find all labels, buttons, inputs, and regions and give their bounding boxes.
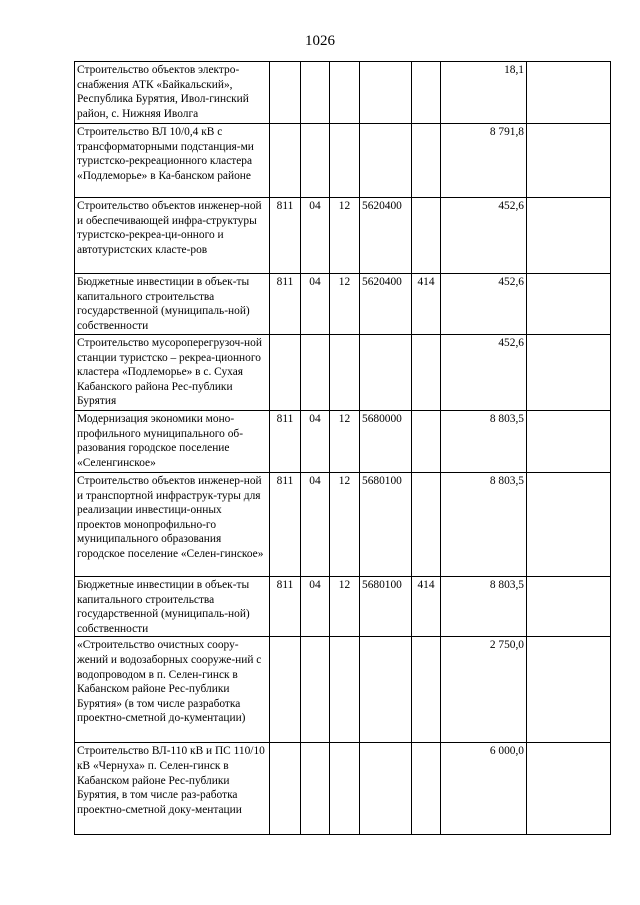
row-csr: [360, 743, 412, 835]
row-pr: [330, 335, 360, 411]
table-row: [75, 743, 611, 835]
row-extra: [527, 62, 611, 124]
row-vr: 414: [412, 577, 441, 637]
row-ved: 811: [270, 411, 301, 473]
row-name: Бюджетные инвестиции в объек-ты капитального строительства государственной (муниципаль-ной) собственности: [75, 274, 270, 335]
row-csr: [360, 124, 412, 198]
table-row: [75, 411, 611, 473]
row-ved: 811: [270, 198, 301, 274]
row-csr: [360, 335, 412, 411]
table-row: [75, 124, 611, 198]
row-csr: 5620400: [360, 198, 412, 274]
table-row: [75, 274, 611, 335]
row-extra: [527, 743, 611, 835]
row-name: Строительство объектов инженер-ной и транспортной инфраструк-туры для реализации инвестици-онных проектов монопрофильно-го муниципального образования городское поселение «Селен-гинское»: [75, 473, 270, 577]
row-sum: 452,6: [441, 274, 527, 335]
budget-table: [74, 61, 611, 835]
row-name: Строительство ВЛ 10/0,4 кВ с трансформаторными подстанция-ми туристско-рекреационного кластера «Подлеморье» в Ка-банском районе: [75, 124, 270, 198]
row-rz: 04: [301, 198, 330, 274]
row-name: Модернизация экономики моно-профильного муниципального об-разования городское поселение «Селенгинское»: [75, 411, 270, 473]
row-pr: 12: [330, 274, 360, 335]
row-ved: [270, 743, 301, 835]
row-vr: 414: [412, 274, 441, 335]
row-pr: 12: [330, 411, 360, 473]
row-rz: [301, 743, 330, 835]
row-ved: [270, 335, 301, 411]
row-ved: 811: [270, 473, 301, 577]
row-vr: [412, 411, 441, 473]
row-extra: [527, 124, 611, 198]
row-sum: 8 803,5: [441, 577, 527, 637]
row-sum: 452,6: [441, 198, 527, 274]
row-name: Строительство объектов инженер-ной и обеспечивающей инфра-структуры туристско-рекреа-ци-онного и автотуристских класте-ров: [75, 198, 270, 274]
row-pr: 12: [330, 198, 360, 274]
row-vr: [412, 335, 441, 411]
row-csr: 5680000: [360, 411, 412, 473]
row-extra: [527, 274, 611, 335]
row-name: Бюджетные инвестиции в объек-ты капитального строительства государственной (муниципаль-ной) собственности: [75, 577, 270, 637]
row-csr: 5620400: [360, 274, 412, 335]
row-ved: 811: [270, 577, 301, 637]
row-vr: [412, 124, 441, 198]
row-rz: [301, 62, 330, 124]
row-sum: 6 000,0: [441, 743, 527, 835]
row-vr: [412, 473, 441, 577]
row-rz: 04: [301, 577, 330, 637]
table-row: [75, 473, 611, 577]
row-pr: 12: [330, 577, 360, 637]
row-rz: [301, 124, 330, 198]
row-rz: 04: [301, 274, 330, 335]
row-ved: [270, 124, 301, 198]
page-number: 1026: [305, 33, 335, 49]
row-sum: 8 803,5: [441, 411, 527, 473]
row-extra: [527, 637, 611, 743]
row-pr: [330, 743, 360, 835]
row-rz: 04: [301, 473, 330, 577]
table-row: [75, 577, 611, 637]
row-extra: [527, 198, 611, 274]
row-pr: 12: [330, 473, 360, 577]
row-extra: [527, 577, 611, 637]
row-vr: [412, 637, 441, 743]
table-row: [75, 198, 611, 274]
row-sum: 2 750,0: [441, 637, 527, 743]
row-sum: 18,1: [441, 62, 527, 124]
row-ved: [270, 62, 301, 124]
row-sum: 8 791,8: [441, 124, 527, 198]
row-pr: [330, 124, 360, 198]
row-rz: [301, 637, 330, 743]
row-name: Строительство ВЛ-110 кВ и ПС 110/10 кВ «Чернуха» п. Селен-гинск в Кабанском районе Рес-публики Бурятия, в том числе раз-работка проектно-сметной доку-ментации: [75, 743, 270, 835]
row-extra: [527, 411, 611, 473]
row-extra: [527, 335, 611, 411]
row-name: «Строительство очистных соору-жений и водозаборных сооруже-ний с водопроводом в п. Селен-гинск в Кабанском районе Рес-публики Бурятия» (в том числе разработка проектно-сметной до-кументации): [75, 637, 270, 743]
row-pr: [330, 637, 360, 743]
row-vr: [412, 743, 441, 835]
row-rz: [301, 335, 330, 411]
row-csr: 5680100: [360, 473, 412, 577]
row-ved: [270, 637, 301, 743]
row-csr: [360, 637, 412, 743]
row-sum: 452,6: [441, 335, 527, 411]
row-csr: 5680100: [360, 577, 412, 637]
row-pr: [330, 62, 360, 124]
row-name: Строительство мусороперегрузоч-ной станции туристско – рекреа-ционного кластера «Подлеморье» в с. Сухая Кабанского района Рес-публики Бурятия: [75, 335, 270, 411]
row-sum: 8 803,5: [441, 473, 527, 577]
row-name: Строительство объектов электро-снабжения АТК «Байкальский», Республика Бурятия, Ивол-гинский район, с. Нижняя Иволга: [75, 62, 270, 124]
row-vr: [412, 198, 441, 274]
table-row: [75, 335, 611, 411]
row-extra: [527, 473, 611, 577]
row-rz: 04: [301, 411, 330, 473]
row-vr: [412, 62, 441, 124]
row-csr: [360, 62, 412, 124]
table-row: [75, 62, 611, 124]
table-row: [75, 637, 611, 743]
row-ved: 811: [270, 274, 301, 335]
